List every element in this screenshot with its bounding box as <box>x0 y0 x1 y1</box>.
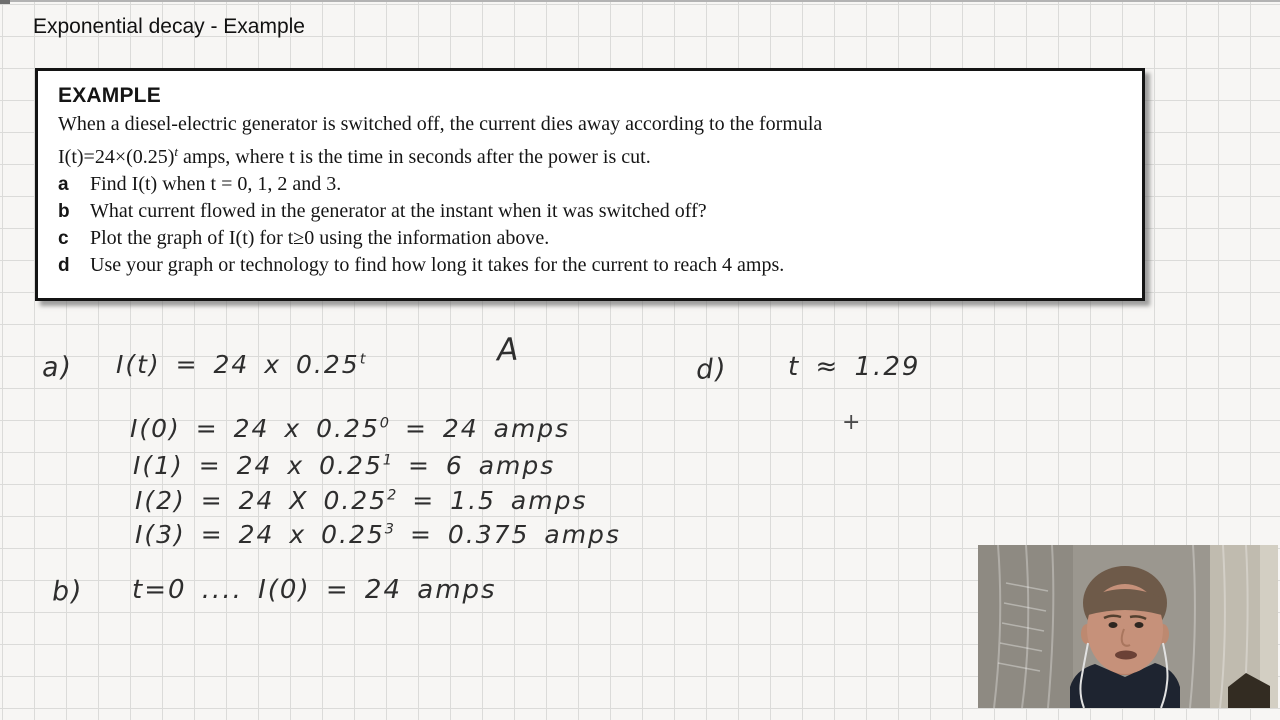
work-base: I(3) = 24 x 0.25 <box>135 520 385 549</box>
webcam-video <box>978 545 1278 708</box>
item-text: Plot the graph of I(t) for t≥0 using the information above. <box>90 227 550 249</box>
handwritten-work-line <box>135 520 621 549</box>
handwritten-annotation-A: A <box>496 331 521 369</box>
handwritten-part-a-label: a) <box>41 351 74 384</box>
webcam-scene <box>978 545 1278 708</box>
work-result: = 6 amps <box>393 451 556 480</box>
example-box <box>35 68 1145 301</box>
work-base: I(1) = 24 x 0.25 <box>133 451 383 480</box>
example-item-b <box>58 198 1122 225</box>
example-item-c <box>58 225 1122 252</box>
item-text: Find I(t) when t = 0, 1, 2 and 3. <box>90 173 342 195</box>
top-border-bar <box>0 0 1280 2</box>
handwritten-part-d-label: d) <box>695 353 729 386</box>
work-base: I(2) = 24 X 0.25 <box>135 486 388 515</box>
item-letter: b <box>58 201 70 222</box>
handwritten-part-b-answer: t=0 .... I(0) = 24 amps <box>132 575 497 605</box>
example-heading: EXAMPLE <box>58 84 161 107</box>
example-item-d <box>58 252 1122 279</box>
handwritten-part-a-formula <box>116 350 366 379</box>
formula-pre: I(t)=24×(0.25) <box>58 146 175 168</box>
example-formula-line <box>58 138 1122 171</box>
handwritten-plus-mark: + <box>842 410 861 435</box>
item-letter: c <box>58 228 69 249</box>
formula-post: amps, where t is the time in seconds after the power is cut. <box>178 146 651 168</box>
handwritten-part-b-label: b) <box>51 575 85 608</box>
handwritten-part-d-answer: t ≈ 1.29 <box>788 352 921 382</box>
handwritten-work-line <box>130 414 570 443</box>
work-result: = 24 amps <box>390 414 571 443</box>
item-letter: d <box>58 255 70 276</box>
item-text: What current flowed in the generator at the instant when it was switched off? <box>90 200 707 222</box>
work-exponent: 3 <box>384 521 396 538</box>
work-exponent: 2 <box>387 487 398 504</box>
presenter-eye-left <box>1109 622 1118 628</box>
formula-exponent: t <box>174 144 179 159</box>
formula-exponent: t <box>359 351 367 368</box>
example-intro-line: When a diesel-electric generator is switched off, the current dies away according to the formula <box>58 113 823 135</box>
handwritten-work-line <box>133 451 555 480</box>
work-result: = 1.5 amps <box>397 486 588 515</box>
presenter-eye-right <box>1135 622 1144 628</box>
handwritten-work-line <box>135 486 587 515</box>
formula-base: I(t) = 24 x 0.25 <box>116 350 360 379</box>
page-title: Exponential decay - Example <box>33 15 305 38</box>
presenter-mouth <box>1115 651 1137 660</box>
example-item-a <box>58 171 1122 198</box>
work-base: I(0) = 24 x 0.25 <box>130 414 380 443</box>
work-exponent: 0 <box>379 415 391 432</box>
item-text: Use your graph or technology to find how long it takes for the current to reach 4 amps. <box>90 254 785 276</box>
work-result: = 0.375 amps <box>395 520 621 549</box>
work-exponent: 1 <box>382 452 394 469</box>
item-letter: a <box>58 174 69 195</box>
top-border-corner <box>0 0 10 4</box>
